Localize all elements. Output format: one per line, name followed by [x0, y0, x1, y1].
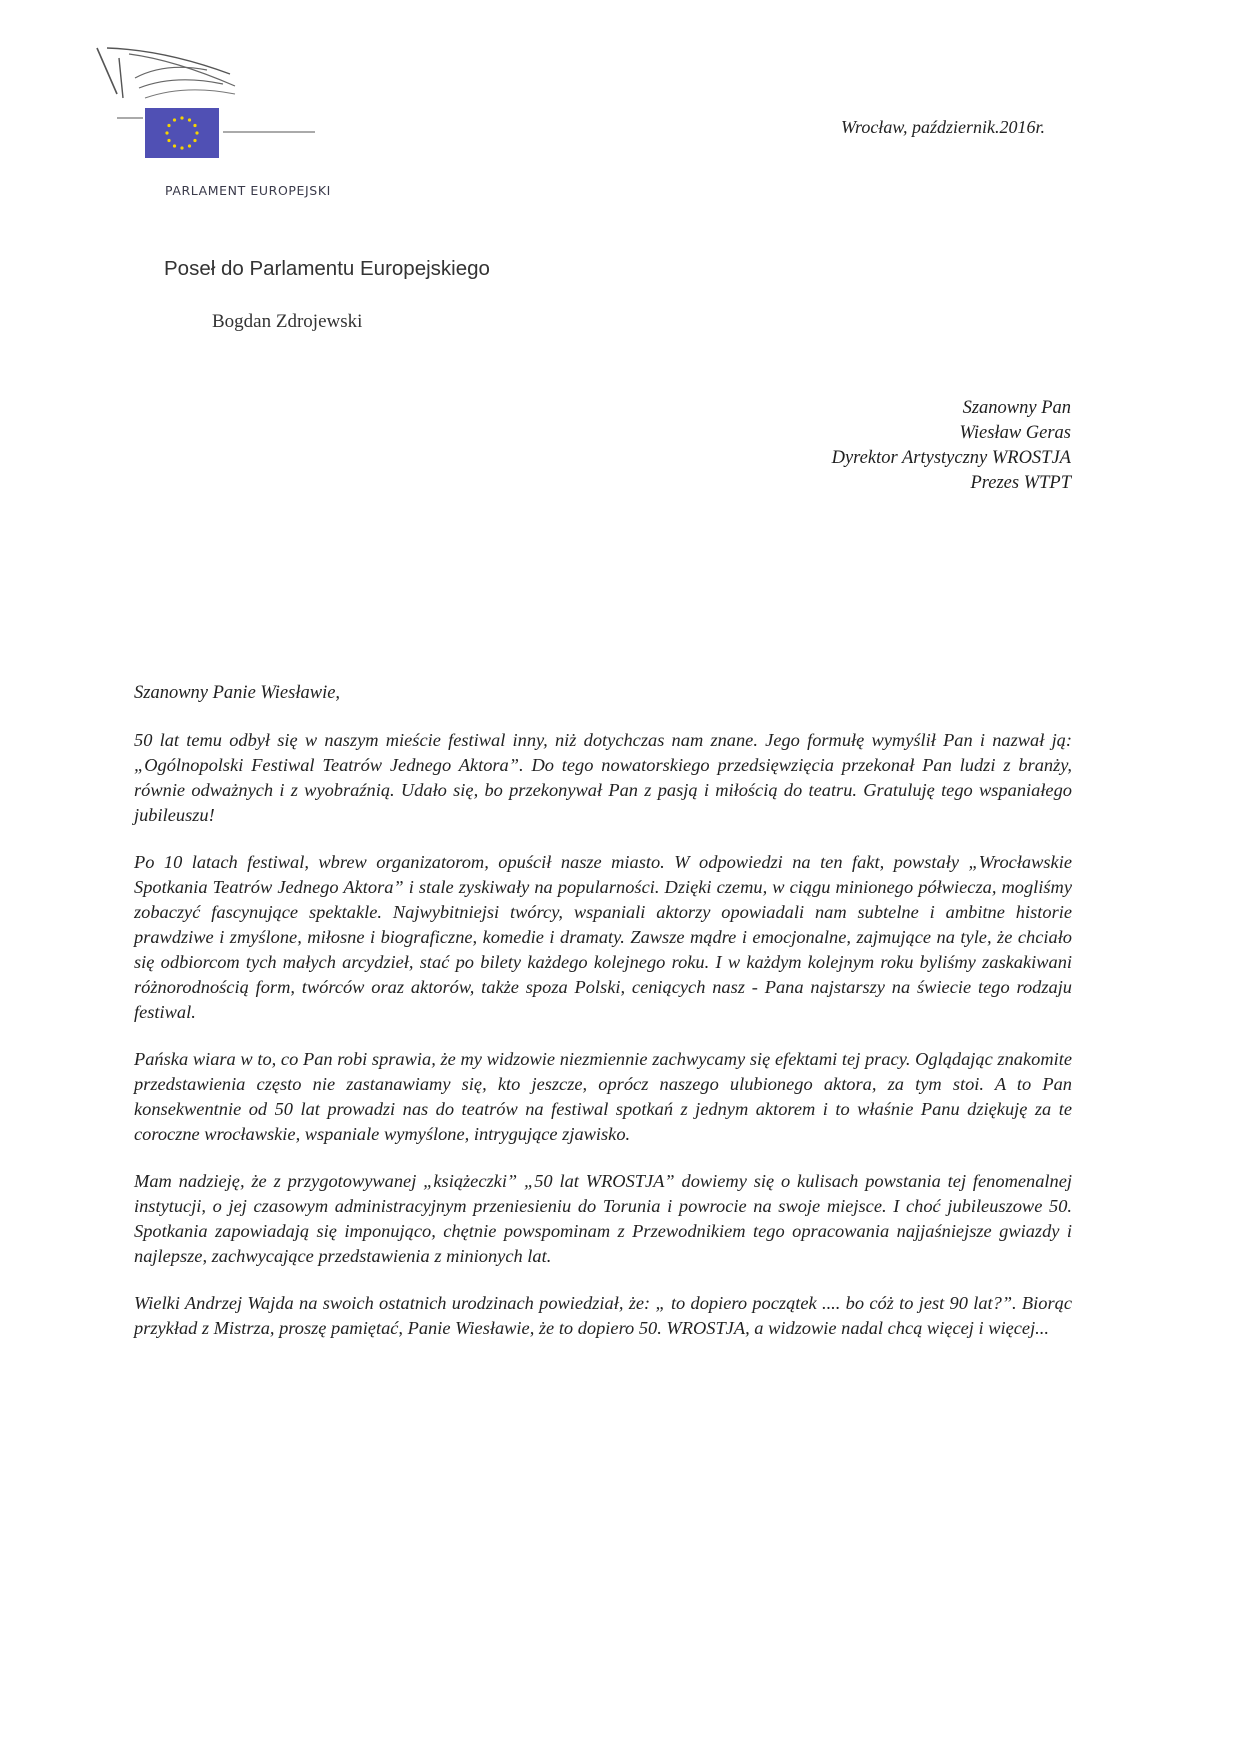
star-icon	[173, 144, 176, 147]
body-paragraph: Po 10 latach festiwal, wbrew organizatorom, opuścił nasze miasto. W odpowiedzi na ten fakt, powstały „Wrocławskie Spotkania Teatrów Jednego Aktora” i stale zyskiwały na popularności. Dzięki czemu, w ciągu minionego półwiecza, mogliśmy zobaczyć fascynujące spektakle. Najwybitniejsi twórcy, wspaniali aktorzy opowiadali nam subtelne i ambitne historie prawdziwe i zmyślone, miłosne i biograficzne, komedie i dramaty. Zawsze mądre i emocjonalne, zajmujące na tyle, że chciało się odbiorcom tych małych arcydzieł, stać po bilety każdego kolejnego roku. I w każdym kolejnym roku byliśmy zaskakiwani różnorodnością form, twórców oraz aktorów, także spoza Polski, ceniących nasz - Pana najstarszy na świecie tego rodzaju festiwal.	[134, 852, 1072, 1022]
recipient-block	[832, 396, 1071, 496]
parliament-emblem-icon	[95, 44, 355, 174]
star-icon	[195, 131, 198, 134]
star-icon	[173, 118, 176, 121]
organization-name: PARLAMENT EUROPEJSKI	[165, 183, 331, 198]
sender-name: Bogdan Zdrojewski	[212, 311, 363, 332]
star-icon	[180, 116, 183, 119]
recipient-line: Dyrektor Artystyczny WROSTJA	[831, 448, 1071, 468]
star-icon	[165, 131, 168, 134]
body-paragraph: 50 lat temu odbył się w naszym mieście festiwal inny, niż dotychczas nam znane. Jego formułę wymyślił Pan i nazwał ją: „Ogólnopolski Festiwal Teatrów Jednego Aktora”. Do tego nowatorskiego przedsięwzięcia przekonał Pan ludzi z branży, równie odważnych i z wyobraźnią. Udało się, bo przekonywał Pan z pasją i miłością do teatru. Gratuluję tego wspaniałego jubileuszu!	[134, 730, 1072, 825]
star-icon	[167, 139, 170, 142]
salutation: Szanowny Panie Wiesławie,	[134, 683, 341, 703]
body-paragraph: Wielki Andrzej Wajda na swoich ostatnich urodzinach powiedział, że: „ to dopiero początek .... bo cóż to jest 90 lat?”. Biorąc przykład z Mistrza, proszę pamiętać, Panie Wiesławie, że to dopiero 50. WROSTJA, a widzowie nadal chcą więcej i więcej...	[134, 1293, 1072, 1338]
recipient-line: Prezes WTPT	[970, 473, 1071, 493]
star-icon	[188, 118, 191, 121]
european-parliament-logo	[95, 44, 355, 174]
recipient-line: Szanowny Pan	[962, 398, 1071, 418]
body-paragraph: Pańska wiara w to, co Pan robi sprawia, że my widzowie niezmiennie zachwycamy się efektami tej pracy. Oglądając znakomite przedstawienia często nie zastanawiamy się, kto jeszcze, oprócz naszego ulubionego aktora, za tym stoi. A to Pan konsekwentnie od 50 lat prowadzi nas do teatrów na festiwal spotkań z jednym aktorem i to właśnie Panu dziękuję za te coroczne wrocławskie, wspaniale wymyślone, intrygujące zjawisko.	[134, 1049, 1072, 1144]
body-paragraph: Mam nadzieję, że z przygotowywanej „książeczki” „50 lat WROSTJA” dowiemy się o kulisach powstania tej fenomenalnej instytucji, o jej czasowym administracyjnym przeniesieniu do Torunia i powrocie na swoje miejsce. I choć jubileuszowe 50. Spotkania zapowiadają się imponująco, chętnie powspominam z Przewodnikiem tego opracowania najjaśniejsze gwiazdy i najlepsze, zachwycające przedstawienia z minionych lat.	[134, 1171, 1072, 1266]
star-icon	[180, 146, 183, 149]
letter-body	[134, 728, 1072, 1363]
star-icon	[193, 139, 196, 142]
date-line: Wrocław, październik.2016r.	[840, 117, 1045, 137]
star-icon	[167, 124, 170, 127]
star-icon	[193, 124, 196, 127]
sender-position: Poseł do Parlamentu Europejskiego	[164, 257, 490, 280]
recipient-line: Wiesław Geras	[959, 423, 1071, 443]
star-icon	[188, 144, 191, 147]
